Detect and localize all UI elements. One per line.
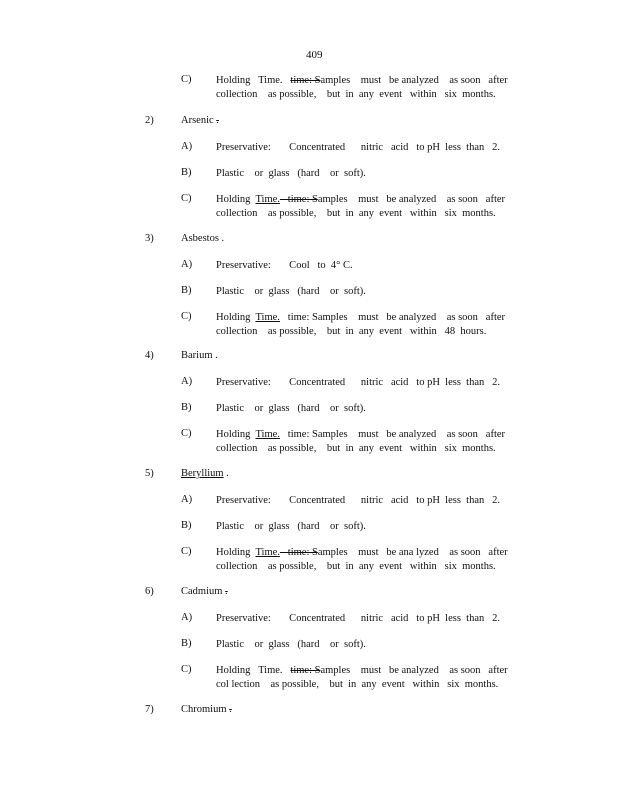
item-letter: B) (181, 402, 192, 413)
section-number: 2) (145, 115, 154, 126)
item-text-container: Plastic or glass (hard or soft). (216, 403, 366, 414)
page-number: 409 (306, 49, 323, 61)
item-text-holding-time: Holding Time. time: Samples must be analyzed as soon after collection as possible, but in any event within 48 hours. (216, 312, 506, 337)
item-letter: A) (181, 376, 193, 387)
section-title-cadmium: Cadmium . (181, 586, 228, 597)
item-text-holding-time: Holding Time. time: Samples must be analyzed as soon after collection as possible, but in any event within six months. (216, 429, 506, 454)
item-text-holding-time: Holding Time. time: Samples must be ana lyzed as soon after collection as possible, but in any event within six months. (216, 547, 508, 572)
item-letter: C) (181, 74, 192, 85)
item-text-container: Plastic or glass (hard or soft). (216, 639, 366, 650)
item-letter: A) (181, 494, 193, 505)
section-number: 3) (145, 233, 154, 244)
item-letter: B) (181, 520, 192, 531)
section-title-arsenic: Arsenic . (181, 115, 219, 126)
section-number: 6) (145, 586, 154, 597)
item-letter: C) (181, 193, 192, 204)
item-letter: A) (181, 141, 193, 152)
item-letter: C) (181, 311, 192, 322)
section-title-chromium: Chromium . (181, 704, 232, 715)
item-text-container: Plastic or glass (hard or soft). (216, 168, 366, 179)
item-letter: A) (181, 612, 193, 623)
section-number: 4) (145, 350, 154, 361)
item-letter: C) (181, 546, 192, 557)
item-letter: C) (181, 664, 192, 675)
item-text-preservative: Preservative: Concentrated nitric acid to pH less than 2. (216, 495, 501, 506)
item-text-container: Plastic or glass (hard or soft). (216, 286, 366, 297)
section-title-barium: Barium . (181, 350, 218, 361)
section-title-beryllium: Beryllium . (181, 468, 229, 479)
item-text-preservative: Preservative: Cool to 4° C. (216, 260, 353, 271)
item-text-holding-time: Holding Time. time: Samples must be analyzed as soon after col lection as possible, but in any event within six months. (216, 665, 508, 690)
item-letter: A) (181, 259, 193, 270)
item-text-container: Plastic or glass (hard or soft). (216, 521, 366, 532)
item-text-preservative: Preservative: Concentrated nitric acid to pH less than 2. (216, 613, 501, 624)
item-text-holding-time: Holding Time. time: Samples must be analyzed as soon after collection as possible, but in any event within six months. (216, 194, 506, 219)
section-number: 7) (145, 704, 154, 715)
item-letter: B) (181, 638, 192, 649)
item-letter: B) (181, 167, 192, 178)
item-text-preservative: Preservative: Concentrated nitric acid to pH less than 2. (216, 142, 501, 153)
item-letter: B) (181, 285, 192, 296)
item-text-preservative: Preservative: Concentrated nitric acid to pH less than 2. (216, 377, 501, 388)
item-text-holding-time: Holding Time. time: Samples must be analyzed as soon after collection as possible, but in any event within six months. (216, 75, 508, 100)
section-number: 5) (145, 468, 154, 479)
section-title-asbestos: Asbestos . (181, 233, 225, 244)
item-letter: C) (181, 428, 192, 439)
